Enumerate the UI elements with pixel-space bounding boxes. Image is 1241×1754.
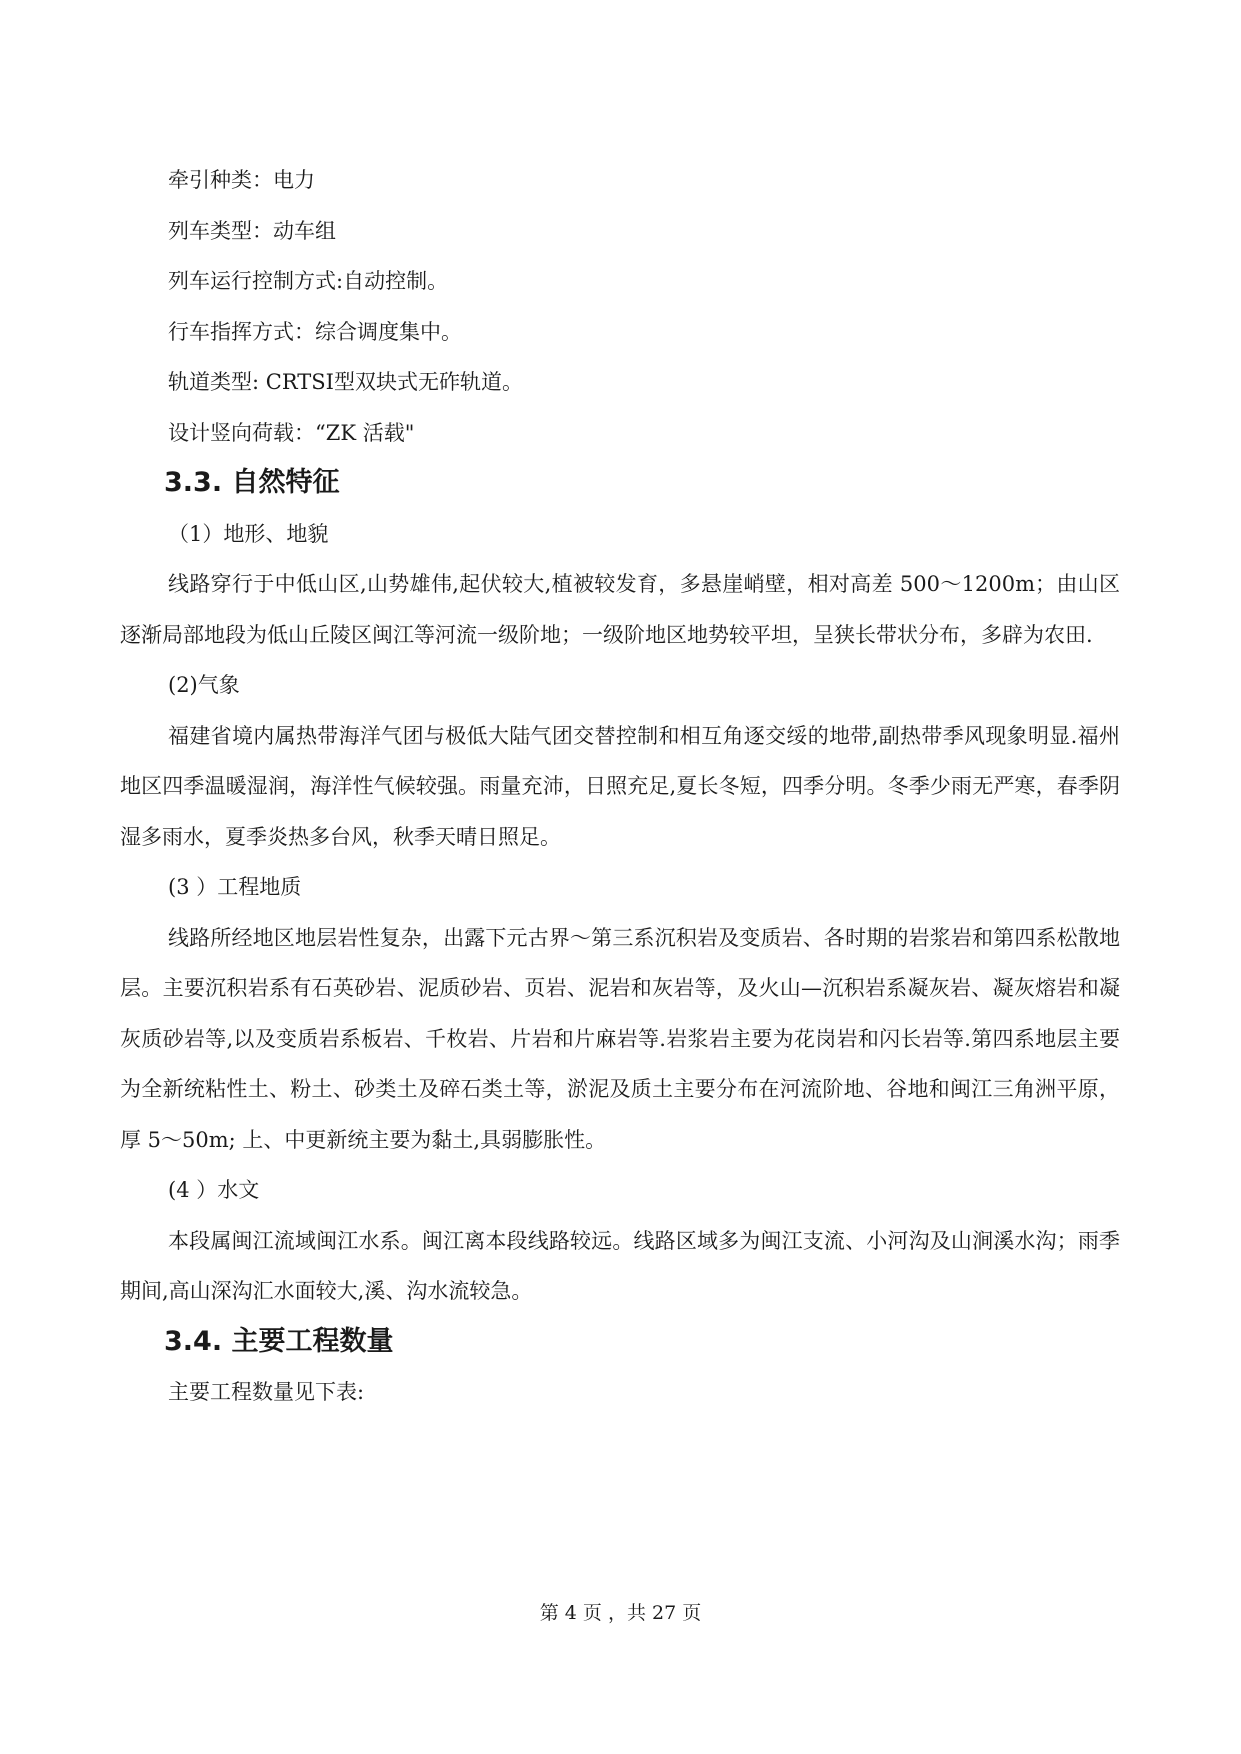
climate-label: (2)气象 (168, 673, 240, 697)
quantities-intro: 主要工程数量见下表: (168, 1380, 365, 1404)
track-line: 轨道类型: CRTSⅠ型双块式无砟轨道。 (168, 370, 523, 394)
page-footer: 第 4 页 ，共 27 页 (539, 1602, 702, 1624)
geology-label: (3 ）工程地质 (168, 875, 302, 899)
section-3-4-heading: 3.4. 主要工程数量 (164, 1325, 394, 1357)
terrain-label: （1）地形、地貌 (168, 521, 329, 546)
geology-paragraph: 线路所经地区地层岩性复杂，出露下元古界～第三系沉积岩及变质岩、各时期的岩浆岩和第四系松散地层。主要沉积岩系有石英砂岩、泥质砂岩、页岩、泥岩和灰岩等，及火山—沉积岩系凝灰岩、凝灰熔岩和凝灰质砂岩等,以及变质岩系板岩、千枚岩、片岩和片麻岩等.岩浆岩主要为花岗岩和闪长岩等.第四系地层主要为全新统粘性土、粉土、砂类土及碎石类土等，淤泥及质土主要分布在河流阶地、谷地和闽江三角洲平原，厚 5～50m; 上、中更新统主要为黏土,具弱膨胀性。 (120, 925, 1120, 1152)
hydro-label: (4 ）水文 (168, 1178, 260, 1202)
hydro-paragraph: 本段属闽江流域闽江水系。闽江离本段线路较远。线路区域多为闽江支流、小河沟及山涧溪水沟；雨季期间,高山深沟汇水面较大,溪、沟水流较急。 (120, 1228, 1120, 1303)
section-3-3-heading: 3.3. 自然特征 (164, 467, 340, 498)
traction-line: 牵引种类：电力 (168, 168, 315, 192)
train-type-line: 列车类型：动车组 (168, 218, 336, 243)
climate-paragraph: 福建省境内属热带海洋气团与极低大陆气团交替控制和相互角逐交绥的地带,副热带季风现象明显.福州地区四季温暖湿润，海洋性气候较强。雨量充沛，日照充足,夏长冬短，四季分明。冬季少雨无严寒，春季阴湿多雨水，夏季炎热多台风，秋季天晴日照足。 (120, 723, 1120, 849)
terrain-paragraph: 线路穿行于中低山区,山势雄伟,起伏较大,植被较发育，多悬崖峭壁，相对高差 500～1200m；由山区逐渐局部地段为低山丘陵区闽江等河流一级阶地；一级阶地区地势较平坦，呈狭长带状分布，多辟为农田. (120, 572, 1120, 647)
control-line: 列车运行控制方式:自动控制。 (168, 269, 449, 293)
load-line: 设计竖向荷载：“ZK 活载" (168, 420, 415, 445)
page-content (120, 155, 1120, 1418)
dispatch-line: 行车指挥方式：综合调度集中。 (168, 319, 462, 344)
